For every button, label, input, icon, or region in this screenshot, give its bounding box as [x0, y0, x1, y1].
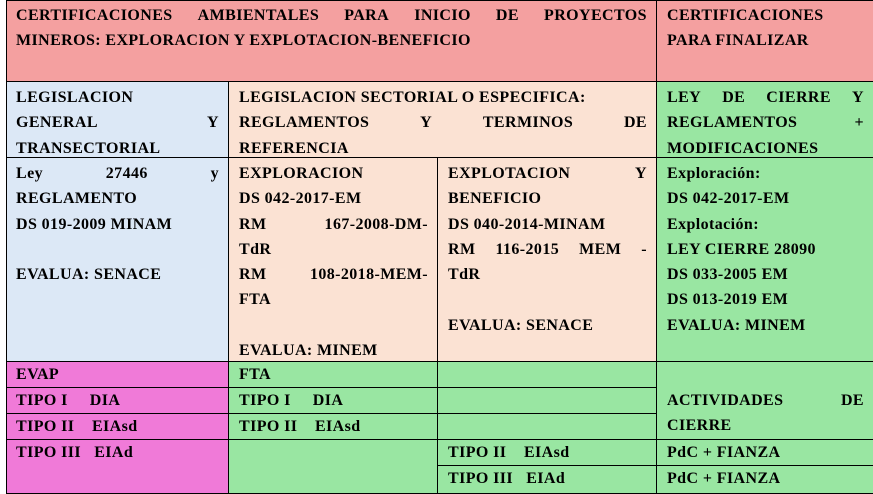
header-main-line1: CERTIFICACIONES AMBIENTALES PARA INICIO DE PROYECTOS — [16, 7, 647, 24]
norms-exploration-cell: EXPLORACION DS 042-2017-EM RM 167-2008-DM- TdR RM 108-2018-MEM- FTA EVALUA: MINEM — [229, 158, 438, 362]
evalua-minem-closure: EVALUA: MINEM — [667, 316, 806, 334]
evalua-senace-exploitation: EVALUA: SENACE — [448, 316, 594, 334]
instrument-exploitation-empty-3 — [438, 414, 657, 440]
instrument-exploitation-tipo2: TIPO II EIAsd — [438, 440, 657, 466]
instrument-exploitation-empty-1 — [438, 362, 657, 388]
evalua-senace-general: EVALUA: SENACE — [16, 266, 162, 284]
header-right-line2: PARA FINALIZAR — [667, 32, 809, 50]
norms-exploitation-cell: EXPLOTACION Y BENEFICIO DS 040-2014-MINAM RM 116-2015 MEM - TdR EVALUA: SENACE — [438, 158, 657, 362]
instrument-fta: FTA — [229, 362, 438, 388]
norms-closure-cell: Exploración: DS 042-2017-EM Explotación: LEY CIERRE 28090 DS 033-2005 EM DS 013-2019 EM EVALUA: MINEM — [657, 158, 873, 362]
instrument-exploitation-empty-2 — [438, 388, 657, 414]
instrument-evap: EVAP — [6, 362, 229, 388]
legislation-sectoral-heading: LEGISLACION SECTORIAL O ESPECIFICA: REGLAMENTOS Y TERMINOS DE REFERENCIA — [229, 82, 657, 158]
closure-guarantee-1: PdC + FIANZA — [657, 440, 873, 466]
instrument-exploration-tipo1: TIPO I DIA — [229, 388, 438, 414]
instrument-general-tipo3: TIPO III EIAd — [6, 440, 229, 494]
legislation-closure-heading: LEY DE CIERRE Y REGLAMENTOS + MODIFICACIONES — [657, 82, 873, 158]
header-right-cell — [657, 0, 873, 82]
header-main-cell — [6, 0, 657, 82]
norms-general-cell: Ley 27446 y REGLAMENTO DS 019-2009 MINAM EVALUA: SENACE — [6, 158, 229, 362]
evalua-minem-exploration: EVALUA: MINEM — [239, 342, 378, 360]
header-right-line1: CERTIFICACIONES — [667, 7, 824, 24]
closure-guarantee-2: PdC + FIANZA — [657, 466, 873, 494]
header-main-line2: MINEROS: EXPLORACION Y EXPLOTACION-BENEFICIO — [16, 32, 471, 50]
instrument-exploration-tipo2: TIPO II EIAsd — [229, 414, 438, 440]
instrument-exploration-empty — [229, 440, 438, 494]
instrument-general-tipo1: TIPO I DIA — [6, 388, 229, 414]
instrument-general-tipo2: TIPO II EIAsd — [6, 414, 229, 440]
instrument-exploitation-tipo3: TIPO III EIAd — [438, 466, 657, 494]
legislation-general-heading: LEGISLACION GENERAL Y TRANSECTORIAL — [6, 82, 229, 158]
closure-activities-cell: ACTIVIDADES DE CIERRE — [657, 362, 873, 440]
